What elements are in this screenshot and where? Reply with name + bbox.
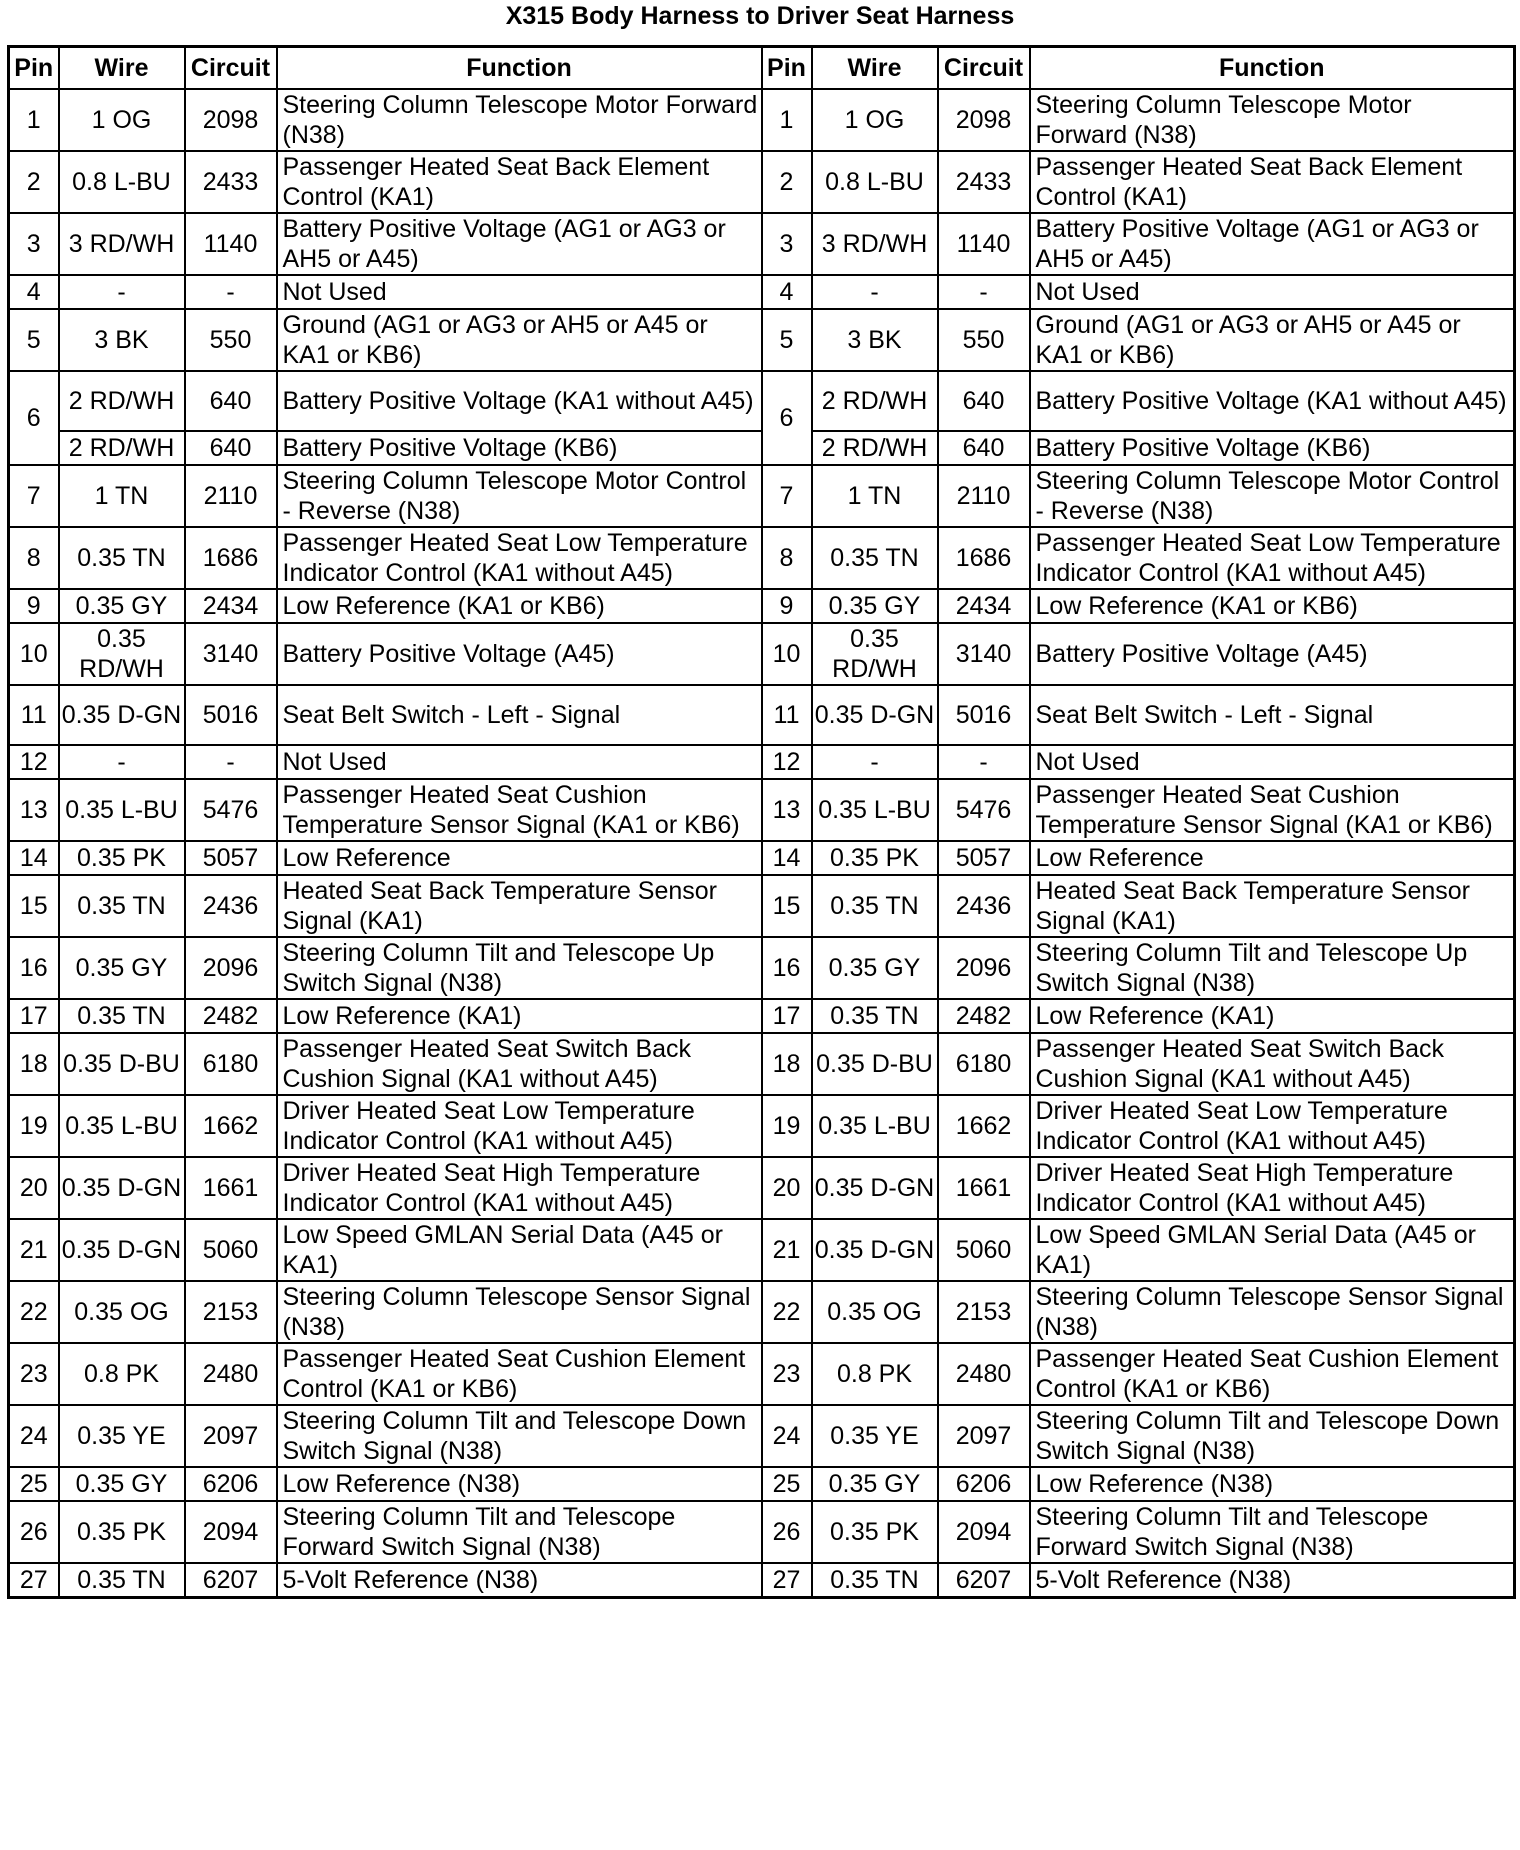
pin-cell: 11	[762, 685, 812, 745]
table-row	[9, 841, 1515, 875]
circuit-cell: 2434	[938, 589, 1030, 623]
circuit-cell: -	[938, 745, 1030, 779]
pin-cell: 18	[762, 1033, 812, 1095]
function-cell: Ground (AG1 or AG3 or AH5 or A45 or KA1 or KB6)	[1030, 309, 1515, 371]
pin-cell: 5	[762, 309, 812, 371]
wire-cell: 0.35 L-BU	[812, 779, 938, 841]
circuit-cell: 1662	[185, 1095, 277, 1157]
pin-cell: 6	[762, 371, 812, 465]
table-row	[9, 685, 1515, 745]
table-row	[9, 875, 1515, 937]
wire-cell: 0.35 L-BU	[59, 1095, 185, 1157]
pin-cell: 2	[9, 151, 59, 213]
function-cell: Battery Positive Voltage (KA1 without A45)	[1030, 371, 1515, 431]
pin-cell: 15	[762, 875, 812, 937]
table-row	[9, 1157, 1515, 1219]
table-row	[9, 309, 1515, 371]
pin-cell: 10	[762, 623, 812, 685]
circuit-cell: -	[185, 745, 277, 779]
circuit-cell: 2480	[938, 1343, 1030, 1405]
pin-cell: 21	[9, 1219, 59, 1281]
function-cell: 5-Volt Reference (N38)	[277, 1563, 762, 1597]
function-cell: Not Used	[277, 745, 762, 779]
wire-cell: 0.35 PK	[812, 1501, 938, 1563]
function-cell: Battery Positive Voltage (AG1 or AG3 or AH5 or A45)	[1030, 213, 1515, 275]
circuit-cell: 3140	[938, 623, 1030, 685]
table-row	[9, 1501, 1515, 1563]
circuit-cell: 2434	[185, 589, 277, 623]
wire-cell: 0.35 GY	[59, 589, 185, 623]
circuit-cell: 1140	[185, 213, 277, 275]
pin-cell: 9	[9, 589, 59, 623]
circuit-cell: 2480	[185, 1343, 277, 1405]
circuit-cell: 2436	[185, 875, 277, 937]
pin-cell: 11	[9, 685, 59, 745]
function-cell: Battery Positive Voltage (A45)	[277, 623, 762, 685]
wire-cell: 0.35 GY	[812, 1467, 938, 1501]
wire-cell: 0.8 L-BU	[812, 151, 938, 213]
table-row	[9, 589, 1515, 623]
function-cell: Battery Positive Voltage (A45)	[1030, 623, 1515, 685]
pin-cell: 5	[9, 309, 59, 371]
circuit-cell: 2153	[185, 1281, 277, 1343]
wire-cell: 3 BK	[59, 309, 185, 371]
pin-cell: 19	[762, 1095, 812, 1157]
circuit-cell: 5057	[185, 841, 277, 875]
function-cell: Passenger Heated Seat Switch Back Cushion Signal (KA1 without A45)	[1030, 1033, 1515, 1095]
circuit-cell: 2096	[185, 937, 277, 999]
pin-cell: 25	[762, 1467, 812, 1501]
circuit-cell: 5057	[938, 841, 1030, 875]
pin-cell: 18	[9, 1033, 59, 1095]
wire-cell: 0.35 D-GN	[812, 1219, 938, 1281]
pin-cell: 6	[9, 371, 59, 465]
circuit-cell: 5060	[938, 1219, 1030, 1281]
function-cell: Seat Belt Switch - Left - Signal	[1030, 685, 1515, 745]
circuit-cell: 5060	[185, 1219, 277, 1281]
circuit-cell: 5476	[185, 779, 277, 841]
pin-cell: 9	[762, 589, 812, 623]
function-cell: Low Reference (KA1 or KB6)	[1030, 589, 1515, 623]
table-row	[9, 275, 1515, 309]
pin-cell: 20	[762, 1157, 812, 1219]
function-cell: Passenger Heated Seat Cushion Temperature Sensor Signal (KA1 or KB6)	[1030, 779, 1515, 841]
function-cell: Battery Positive Voltage (AG1 or AG3 or AH5 or A45)	[277, 213, 762, 275]
function-cell: Passenger Heated Seat Cushion Element Control (KA1 or KB6)	[1030, 1343, 1515, 1405]
wire-cell: 0.35 D-GN	[59, 1157, 185, 1219]
header-circuit: Circuit	[938, 47, 1030, 90]
header-circuit: Circuit	[185, 47, 277, 90]
pin-cell: 3	[9, 213, 59, 275]
circuit-cell: 640	[938, 371, 1030, 431]
header-wire: Wire	[59, 47, 185, 90]
circuit-cell: 6180	[185, 1033, 277, 1095]
wire-cell: 1 TN	[59, 465, 185, 527]
circuit-cell: 2098	[938, 89, 1030, 151]
wire-cell: 3 RD/WH	[812, 213, 938, 275]
function-cell: Battery Positive Voltage (KB6)	[277, 431, 762, 465]
function-cell: Ground (AG1 or AG3 or AH5 or A45 or KA1 or KB6)	[277, 309, 762, 371]
table-row	[9, 745, 1515, 779]
wire-cell: 0.35 L-BU	[812, 1095, 938, 1157]
function-cell: Low Reference (N38)	[1030, 1467, 1515, 1501]
wire-cell: 0.35 GY	[59, 1467, 185, 1501]
header-row	[9, 47, 1515, 90]
header-wire: Wire	[812, 47, 938, 90]
function-cell: Low Reference	[277, 841, 762, 875]
function-cell: Steering Column Telescope Sensor Signal (N38)	[1030, 1281, 1515, 1343]
circuit-cell: 2482	[185, 999, 277, 1033]
function-cell: Passenger Heated Seat Cushion Temperature Sensor Signal (KA1 or KB6)	[277, 779, 762, 841]
table-row	[9, 623, 1515, 685]
circuit-cell: 640	[185, 431, 277, 465]
pin-cell: 13	[9, 779, 59, 841]
pin-cell: 25	[9, 1467, 59, 1501]
circuit-cell: 5016	[185, 685, 277, 745]
pin-cell: 22	[9, 1281, 59, 1343]
function-cell: Driver Heated Seat High Temperature Indicator Control (KA1 without A45)	[277, 1157, 762, 1219]
circuit-cell: 1662	[938, 1095, 1030, 1157]
header-function: Function	[277, 47, 762, 90]
table-row	[9, 213, 1515, 275]
wire-cell: 2 RD/WH	[812, 371, 938, 431]
pin-cell: 7	[9, 465, 59, 527]
wire-cell: -	[812, 745, 938, 779]
pin-cell: 16	[9, 937, 59, 999]
wire-cell: 0.35 L-BU	[59, 779, 185, 841]
wire-cell: 0.35 TN	[812, 1563, 938, 1597]
wire-cell: 2 RD/WH	[812, 431, 938, 465]
pin-cell: 17	[9, 999, 59, 1033]
table-row	[9, 371, 1515, 431]
circuit-cell: 2097	[938, 1405, 1030, 1467]
function-cell: Steering Column Tilt and Telescope Forward Switch Signal (N38)	[277, 1501, 762, 1563]
circuit-cell: 2433	[938, 151, 1030, 213]
page-title: X315 Body Harness to Driver Seat Harness	[505, 2, 1015, 30]
pin-cell: 7	[762, 465, 812, 527]
function-cell: Not Used	[1030, 275, 1515, 309]
wire-cell: 0.35 TN	[812, 875, 938, 937]
circuit-cell: 6206	[938, 1467, 1030, 1501]
pin-cell: 22	[762, 1281, 812, 1343]
function-cell: Battery Positive Voltage (KA1 without A45)	[277, 371, 762, 431]
function-cell: Steering Column Telescope Motor Forward (N38)	[277, 89, 762, 151]
wire-cell: 0.35 D-GN	[59, 685, 185, 745]
circuit-cell: 1686	[185, 527, 277, 589]
header-pin: Pin	[762, 47, 812, 90]
pin-cell: 2	[762, 151, 812, 213]
wire-cell: 0.35 OG	[812, 1281, 938, 1343]
pin-cell: 20	[9, 1157, 59, 1219]
function-cell: Seat Belt Switch - Left - Signal	[277, 685, 762, 745]
table-row	[9, 999, 1515, 1033]
wire-cell: 3 BK	[812, 309, 938, 371]
connector-table	[7, 45, 1516, 1599]
function-cell: Steering Column Tilt and Telescope Down Switch Signal (N38)	[277, 1405, 762, 1467]
wire-cell: 2 RD/WH	[59, 431, 185, 465]
function-cell: Steering Column Telescope Sensor Signal (N38)	[277, 1281, 762, 1343]
function-cell: Passenger Heated Seat Back Element Control (KA1)	[277, 151, 762, 213]
circuit-cell: 1140	[938, 213, 1030, 275]
circuit-cell: 6206	[185, 1467, 277, 1501]
pin-cell: 8	[762, 527, 812, 589]
pin-cell: 23	[762, 1343, 812, 1405]
table-row	[9, 1033, 1515, 1095]
pin-cell: 27	[9, 1563, 59, 1597]
function-cell: Heated Seat Back Temperature Sensor Signal (KA1)	[1030, 875, 1515, 937]
circuit-cell: 2482	[938, 999, 1030, 1033]
circuit-cell: 3140	[185, 623, 277, 685]
circuit-cell: 550	[938, 309, 1030, 371]
wire-cell: -	[59, 745, 185, 779]
function-cell: Low Reference	[1030, 841, 1515, 875]
circuit-cell: 640	[938, 431, 1030, 465]
wire-cell: 0.35 RD/WH	[59, 623, 185, 685]
function-cell: Passenger Heated Seat Low Temperature Indicator Control (KA1 without A45)	[1030, 527, 1515, 589]
function-cell: Low Speed GMLAN Serial Data (A45 or KA1)	[1030, 1219, 1515, 1281]
table-row	[9, 1343, 1515, 1405]
wire-cell: 0.35 D-BU	[59, 1033, 185, 1095]
pin-cell: 21	[762, 1219, 812, 1281]
function-cell: Steering Column Telescope Motor Control - Reverse (N38)	[1030, 465, 1515, 527]
table-row	[9, 1563, 1515, 1597]
wire-cell: 0.35 TN	[59, 1563, 185, 1597]
wire-cell: 0.35 TN	[812, 527, 938, 589]
function-cell: Low Reference (KA1 or KB6)	[277, 589, 762, 623]
circuit-cell: 2096	[938, 937, 1030, 999]
function-cell: Low Reference (N38)	[277, 1467, 762, 1501]
circuit-cell: 6207	[185, 1563, 277, 1597]
wire-cell: 1 TN	[812, 465, 938, 527]
circuit-cell: 2098	[185, 89, 277, 151]
wire-cell: 1 OG	[812, 89, 938, 151]
wire-cell: 0.35 PK	[812, 841, 938, 875]
pin-cell: 19	[9, 1095, 59, 1157]
table-row	[9, 151, 1515, 213]
pin-cell: 4	[762, 275, 812, 309]
pin-cell: 8	[9, 527, 59, 589]
pin-cell: 17	[762, 999, 812, 1033]
wire-cell: 0.8 PK	[59, 1343, 185, 1405]
function-cell: Steering Column Telescope Motor Control - Reverse (N38)	[277, 465, 762, 527]
circuit-cell: 550	[185, 309, 277, 371]
pin-cell: 12	[9, 745, 59, 779]
circuit-cell: 5016	[938, 685, 1030, 745]
pin-cell: 13	[762, 779, 812, 841]
pin-cell: 14	[9, 841, 59, 875]
function-cell: Not Used	[277, 275, 762, 309]
wire-cell: 0.35 PK	[59, 841, 185, 875]
wire-cell: 0.35 D-GN	[812, 685, 938, 745]
circuit-cell: 2436	[938, 875, 1030, 937]
circuit-cell: 2110	[185, 465, 277, 527]
function-cell: Passenger Heated Seat Low Temperature Indicator Control (KA1 without A45)	[277, 527, 762, 589]
function-cell: Low Speed GMLAN Serial Data (A45 or KA1)	[277, 1219, 762, 1281]
function-cell: Steering Column Tilt and Telescope Forward Switch Signal (N38)	[1030, 1501, 1515, 1563]
pin-cell: 12	[762, 745, 812, 779]
function-cell: Low Reference (KA1)	[1030, 999, 1515, 1033]
pin-cell: 1	[9, 89, 59, 151]
wire-cell: 0.35 TN	[59, 527, 185, 589]
circuit-cell: 640	[185, 371, 277, 431]
pin-cell: 26	[9, 1501, 59, 1563]
wire-cell: 0.35 RD/WH	[812, 623, 938, 685]
header-function: Function	[1030, 47, 1515, 90]
circuit-cell: 1661	[185, 1157, 277, 1219]
function-cell: Driver Heated Seat Low Temperature Indicator Control (KA1 without A45)	[1030, 1095, 1515, 1157]
table-row	[9, 1095, 1515, 1157]
pin-cell: 23	[9, 1343, 59, 1405]
wire-cell: 0.35 YE	[812, 1405, 938, 1467]
wire-cell: 0.35 TN	[59, 999, 185, 1033]
table-body	[9, 89, 1515, 1597]
function-cell: Steering Column Tilt and Telescope Up Switch Signal (N38)	[1030, 937, 1515, 999]
wire-cell: 0.35 YE	[59, 1405, 185, 1467]
pin-cell: 24	[9, 1405, 59, 1467]
circuit-cell: 2094	[185, 1501, 277, 1563]
wire-cell: 0.35 GY	[59, 937, 185, 999]
pin-cell: 15	[9, 875, 59, 937]
wire-cell: 0.35 D-GN	[812, 1157, 938, 1219]
function-cell: Passenger Heated Seat Switch Back Cushion Signal (KA1 without A45)	[277, 1033, 762, 1095]
function-cell: Passenger Heated Seat Back Element Control (KA1)	[1030, 151, 1515, 213]
circuit-cell: 6180	[938, 1033, 1030, 1095]
function-cell: Driver Heated Seat High Temperature Indicator Control (KA1 without A45)	[1030, 1157, 1515, 1219]
wire-cell: 0.35 GY	[812, 589, 938, 623]
pin-cell: 3	[762, 213, 812, 275]
wire-cell: 0.35 TN	[812, 999, 938, 1033]
wire-cell: 0.35 D-BU	[812, 1033, 938, 1095]
circuit-cell: 2097	[185, 1405, 277, 1467]
table-row	[9, 527, 1515, 589]
pin-cell: 24	[762, 1405, 812, 1467]
circuit-cell: -	[185, 275, 277, 309]
circuit-cell: 1661	[938, 1157, 1030, 1219]
function-cell: Steering Column Telescope Motor Forward (N38)	[1030, 89, 1515, 151]
circuit-cell: 2094	[938, 1501, 1030, 1563]
table-row	[9, 937, 1515, 999]
table-row	[9, 1467, 1515, 1501]
circuit-cell: -	[938, 275, 1030, 309]
pin-cell: 4	[9, 275, 59, 309]
wire-cell: 0.35 D-GN	[59, 1219, 185, 1281]
function-cell: Battery Positive Voltage (KB6)	[1030, 431, 1515, 465]
wire-cell: 0.35 TN	[59, 875, 185, 937]
table-row	[9, 1405, 1515, 1467]
wire-cell: 0.35 PK	[59, 1501, 185, 1563]
wire-cell: 0.35 GY	[812, 937, 938, 999]
function-cell: Passenger Heated Seat Cushion Element Control (KA1 or KB6)	[277, 1343, 762, 1405]
function-cell: Heated Seat Back Temperature Sensor Signal (KA1)	[277, 875, 762, 937]
function-cell: 5-Volt Reference (N38)	[1030, 1563, 1515, 1597]
table-row	[9, 1281, 1515, 1343]
wire-cell: 0.35 OG	[59, 1281, 185, 1343]
circuit-cell: 2110	[938, 465, 1030, 527]
wire-cell: -	[812, 275, 938, 309]
circuit-cell: 1686	[938, 527, 1030, 589]
wire-cell: -	[59, 275, 185, 309]
circuit-cell: 5476	[938, 779, 1030, 841]
wire-cell: 3 RD/WH	[59, 213, 185, 275]
circuit-cell: 6207	[938, 1563, 1030, 1597]
function-cell: Low Reference (KA1)	[277, 999, 762, 1033]
pin-cell: 16	[762, 937, 812, 999]
table-row	[9, 89, 1515, 151]
table-row	[9, 465, 1515, 527]
function-cell: Steering Column Tilt and Telescope Down Switch Signal (N38)	[1030, 1405, 1515, 1467]
function-cell: Steering Column Tilt and Telescope Up Switch Signal (N38)	[277, 937, 762, 999]
circuit-cell: 2153	[938, 1281, 1030, 1343]
circuit-cell: 2433	[185, 151, 277, 213]
table-row	[9, 1219, 1515, 1281]
function-cell: Driver Heated Seat Low Temperature Indicator Control (KA1 without A45)	[277, 1095, 762, 1157]
wire-cell: 0.8 L-BU	[59, 151, 185, 213]
pin-cell: 26	[762, 1501, 812, 1563]
wire-cell: 2 RD/WH	[59, 371, 185, 431]
pin-cell: 14	[762, 841, 812, 875]
pin-cell: 1	[762, 89, 812, 151]
wire-cell: 0.8 PK	[812, 1343, 938, 1405]
pin-cell: 27	[762, 1563, 812, 1597]
pin-cell: 10	[9, 623, 59, 685]
wire-cell: 1 OG	[59, 89, 185, 151]
table-row	[9, 779, 1515, 841]
function-cell: Not Used	[1030, 745, 1515, 779]
header-pin: Pin	[9, 47, 59, 90]
